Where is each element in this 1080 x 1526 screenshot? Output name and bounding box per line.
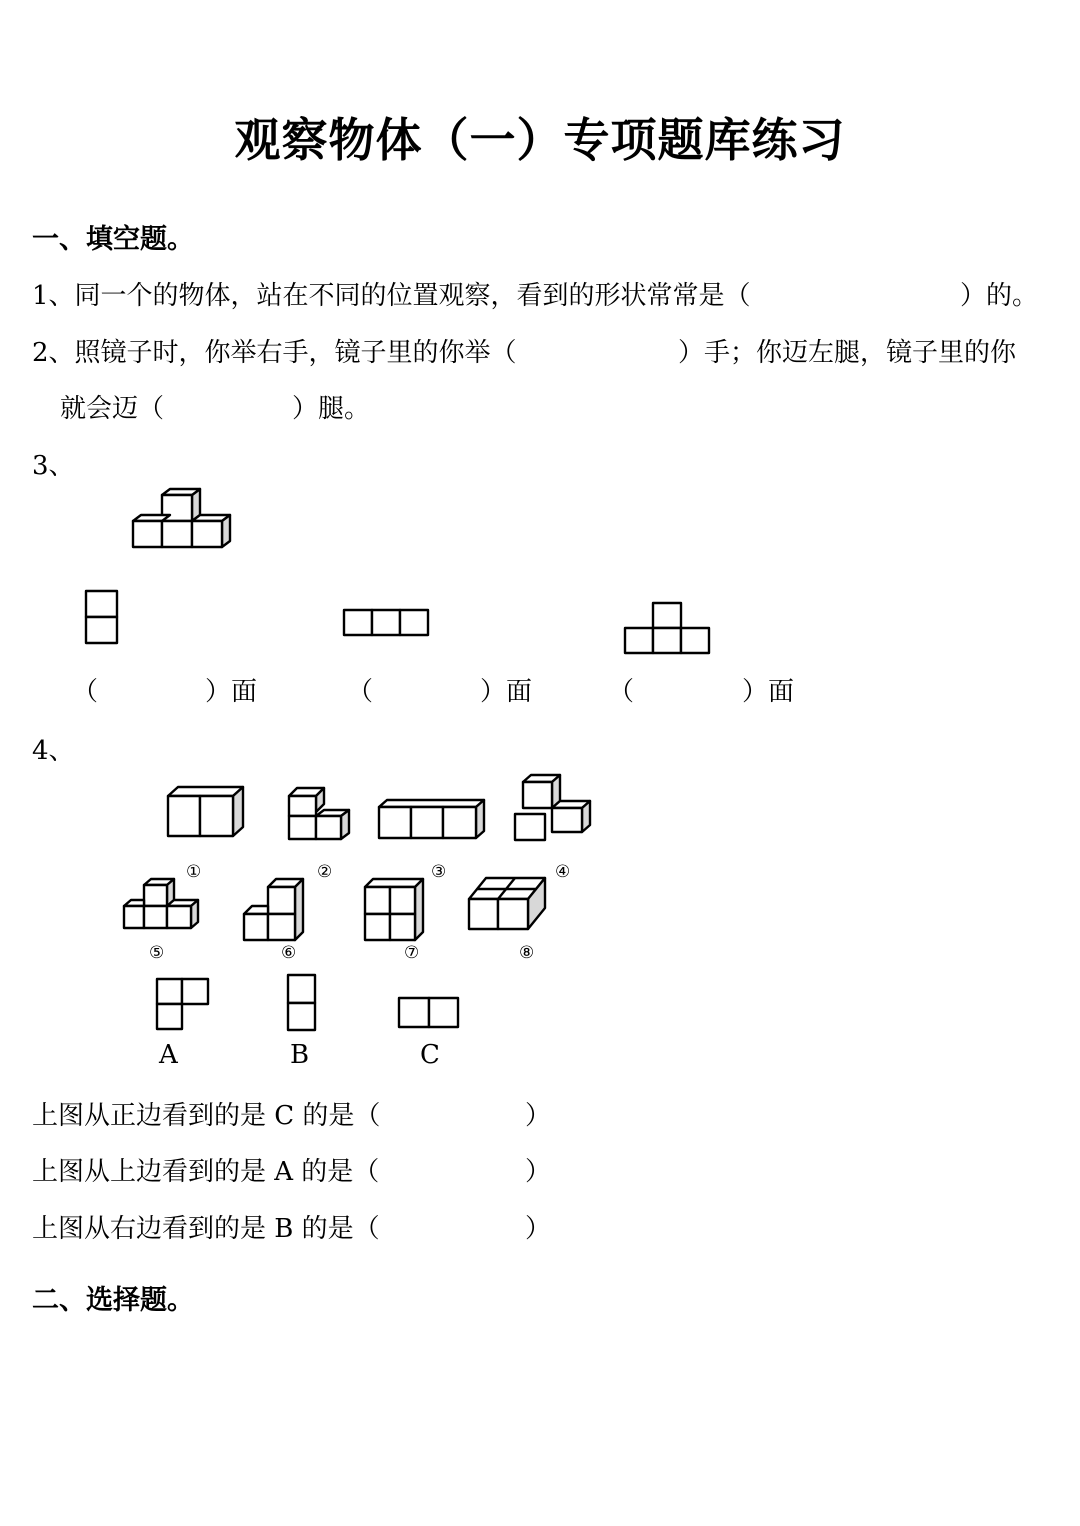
view-label-a: A xyxy=(159,1040,178,1070)
q4-sub-3-text: 上图从右边看到的是 B 的是（ xyxy=(32,1214,380,1244)
q4-figure-2 xyxy=(282,782,356,842)
label-circled-6: ⑥ xyxy=(281,943,297,963)
label-circled-5: ⑤ xyxy=(149,943,165,963)
question-2-line2-a: 就会迈（ xyxy=(60,394,165,424)
q3-paren-open-2: （ xyxy=(347,677,374,707)
q4-figure-1 xyxy=(160,780,250,842)
q4-figure-5 xyxy=(118,872,204,934)
q4-view-c xyxy=(392,992,466,1034)
question-1-text: 1、同一个的物体，站在不同的位置观察，看到的形状常常是（ xyxy=(32,281,751,311)
q3-view-two-vertical xyxy=(80,585,125,650)
question-2-line1-a: 2、照镜子时，你举右手，镜子里的你举（ xyxy=(32,338,517,368)
q4-figure-8 xyxy=(462,872,552,936)
label-circled-4: ④ xyxy=(555,862,571,882)
question-1-close: ）的。 xyxy=(960,281,1039,311)
q3-paren-open-1: （ xyxy=(72,677,99,707)
q4-view-a xyxy=(150,973,216,1035)
label-circled-2: ② xyxy=(317,862,333,882)
q4-sub-2-text: 上图从上边看到的是 A 的是（ xyxy=(32,1157,380,1187)
q4-figure-3 xyxy=(372,792,490,842)
view-label-b: B xyxy=(290,1040,310,1070)
question-3-number: 3、 xyxy=(32,451,75,481)
question-2-line2-b: ）腿。 xyxy=(292,394,371,424)
page-title: 观察物体（一）专项题库练习 xyxy=(234,113,846,167)
q3-view-three-row xyxy=(338,604,434,642)
q4-sub-2-close: ） xyxy=(525,1157,552,1187)
q4-sub-1-text: 上图从正边看到的是 C 的是（ xyxy=(32,1101,381,1131)
section-heading-fill-in: 一、填空题。 xyxy=(32,224,194,255)
section-heading-choice: 二、选择题。 xyxy=(32,1285,194,1316)
q4-sub-3-close: ） xyxy=(525,1214,552,1244)
q3-paren-close-2: ）面 xyxy=(480,677,533,707)
q4-figure-6 xyxy=(238,872,310,946)
question-2-line1-b: ）手；你迈左腿，镜子里的你 xyxy=(678,338,1017,368)
q4-figure-7 xyxy=(358,872,430,946)
q3-paren-open-3: （ xyxy=(608,677,635,707)
label-circled-3: ③ xyxy=(431,862,447,882)
label-circled-8: ⑧ xyxy=(519,943,535,963)
label-circled-1: ① xyxy=(186,862,202,882)
question-4-number: 4、 xyxy=(32,736,75,766)
q3-3d-figure xyxy=(125,482,245,554)
q4-sub-1-close: ） xyxy=(525,1101,552,1131)
q3-paren-close-3: ）面 xyxy=(742,677,795,707)
q3-view-t-shape xyxy=(618,597,716,657)
q4-view-b xyxy=(281,969,323,1037)
label-circled-7: ⑦ xyxy=(404,943,420,963)
q3-paren-close-1: ）面 xyxy=(205,677,258,707)
q4-figure-4 xyxy=(508,768,596,844)
view-label-c: C xyxy=(420,1040,440,1070)
